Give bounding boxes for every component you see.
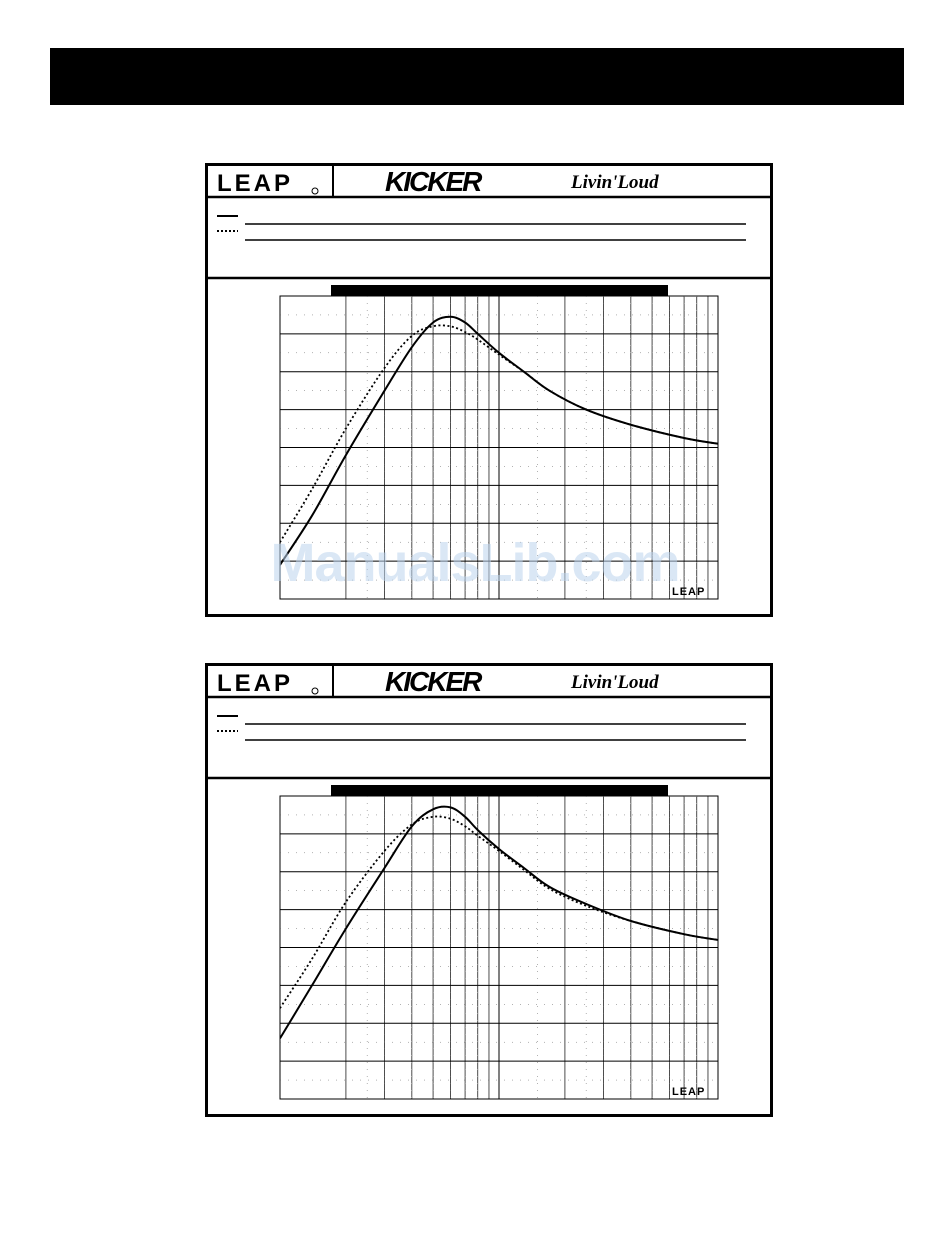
chart-title-bar <box>331 285 668 296</box>
page-header-bar <box>50 48 904 105</box>
response-panel-2 <box>205 663 773 1117</box>
livin-loud-logo: Livin'Loud <box>571 172 659 193</box>
corner-leap-logo: LEAP <box>672 1086 706 1098</box>
kicker-logo: KICKER <box>385 166 481 197</box>
corner-leap-logo: LEAP <box>672 586 706 598</box>
livin-loud-logo: Livin'Loud <box>571 672 659 693</box>
kicker-logo: KICKER <box>385 666 481 697</box>
chart-svg <box>205 663 773 1117</box>
leap-logo: LEAP <box>217 170 294 197</box>
plot-area <box>280 296 718 599</box>
watermark: ManualsLib.com <box>270 533 680 593</box>
leap-logo: LEAP <box>217 670 294 697</box>
plot-area <box>280 796 718 1099</box>
response-panel-1 <box>205 163 773 617</box>
chart-title-bar <box>331 785 668 796</box>
chart-svg <box>205 163 773 617</box>
